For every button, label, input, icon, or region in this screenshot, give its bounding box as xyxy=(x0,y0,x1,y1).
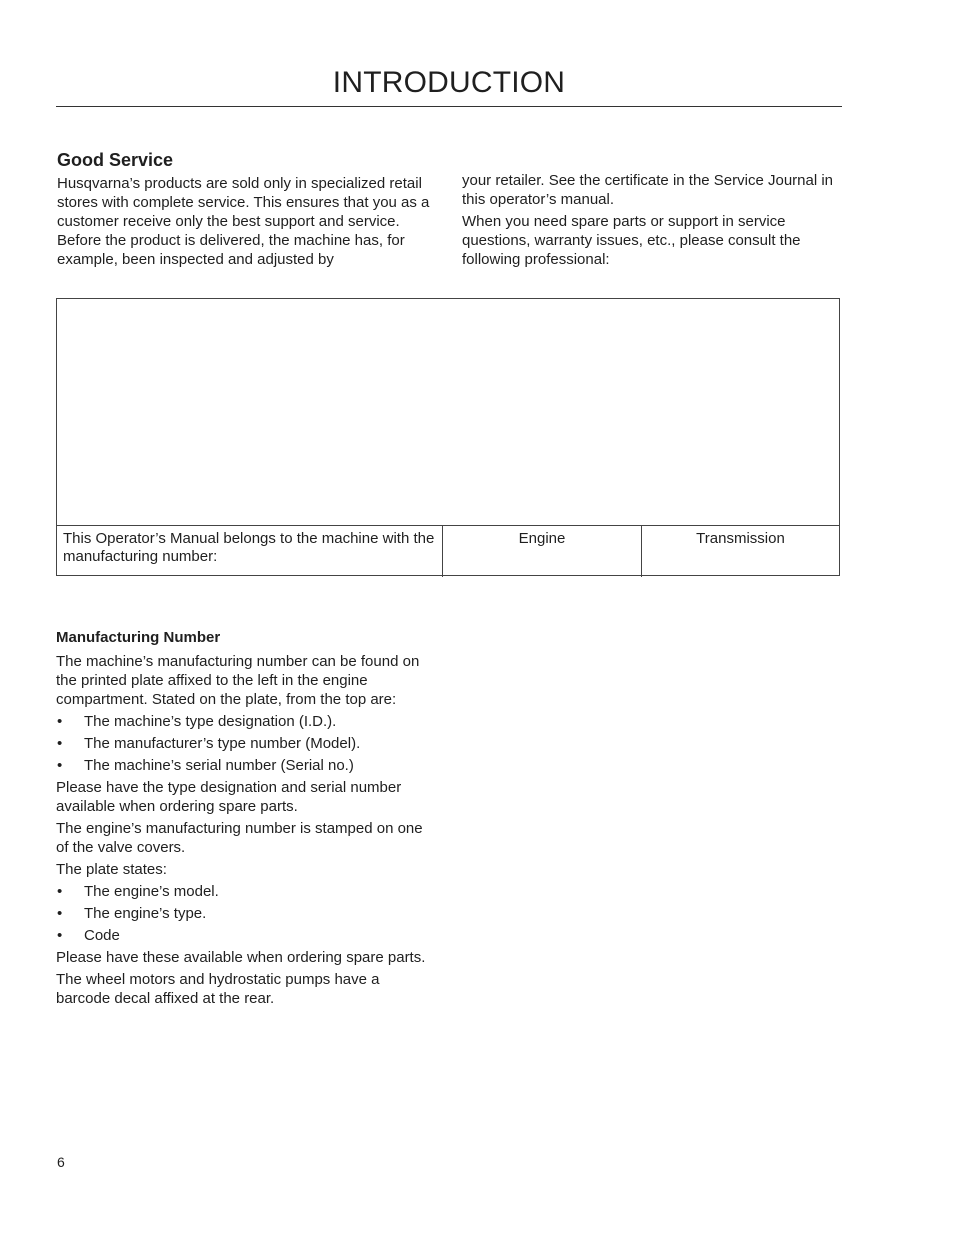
list-item: • Code xyxy=(56,926,431,945)
manufacturing-number-cell: This Operator’s Manual belongs to the machine with the manufacturing number: xyxy=(57,526,443,577)
manufacturing-number-heading: Manufacturing Number xyxy=(56,629,221,646)
spare-parts-note-2: Please have these available when ordering spare parts. xyxy=(56,949,426,966)
engine-items-list xyxy=(56,882,431,945)
dealer-info-area xyxy=(57,299,839,525)
list-item: • The machine’s serial number (Serial no.) xyxy=(56,756,431,775)
list-item: • The machine’s type designation (I.D.). xyxy=(56,712,431,731)
machine-id-row xyxy=(57,525,839,577)
page-number: 6 xyxy=(57,1154,65,1170)
good-service-paragraph-3: When you need spare parts or support in service questions, warranty issues, etc., please consult the following professional: xyxy=(462,213,801,268)
good-service-left-column xyxy=(57,150,432,272)
list-item: • The manufacturer’s type number (Model). xyxy=(56,734,431,753)
barcode-note: The wheel motors and hydrostatic pumps have a barcode decal affixed at the rear. xyxy=(56,971,380,1007)
good-service-heading: Good Service xyxy=(57,150,174,170)
manufacturing-number-section xyxy=(56,628,431,1011)
good-service-paragraph-2: your retailer. See the certificate in the Service Journal in this operator’s manual. xyxy=(462,172,834,208)
good-service-paragraph-1: Husqvarna’s products are sold only in specialized retail stores with complete service. This ensures that you as a customer receive only the best support and service. Before the product is delivered, the machine has, for example, been inspected and adjusted by xyxy=(57,175,430,268)
engine-number-note: The engine’s manufacturing number is stamped on one of the valve covers. xyxy=(56,820,423,856)
list-item: • The engine’s type. xyxy=(56,904,431,923)
good-service-right-column xyxy=(462,171,842,272)
plate-states-label: The plate states: xyxy=(56,861,167,878)
manufacturing-intro: The machine’s manufacturing number can be found on the printed plate affixed to the left in the engine compartment. Stated on the plate, from the top are: xyxy=(56,653,420,708)
list-item: • The engine’s model. xyxy=(56,882,431,901)
dealer-stamp-box xyxy=(56,298,840,576)
title-divider xyxy=(56,106,842,107)
page-title: INTRODUCTION xyxy=(332,66,566,99)
plate-items-list xyxy=(56,712,431,775)
transmission-number-cell: Transmission xyxy=(696,530,785,547)
spare-parts-note-1: Please have the type designation and serial number available when ordering spare parts. xyxy=(56,779,402,815)
engine-number-cell: Engine xyxy=(443,526,642,577)
